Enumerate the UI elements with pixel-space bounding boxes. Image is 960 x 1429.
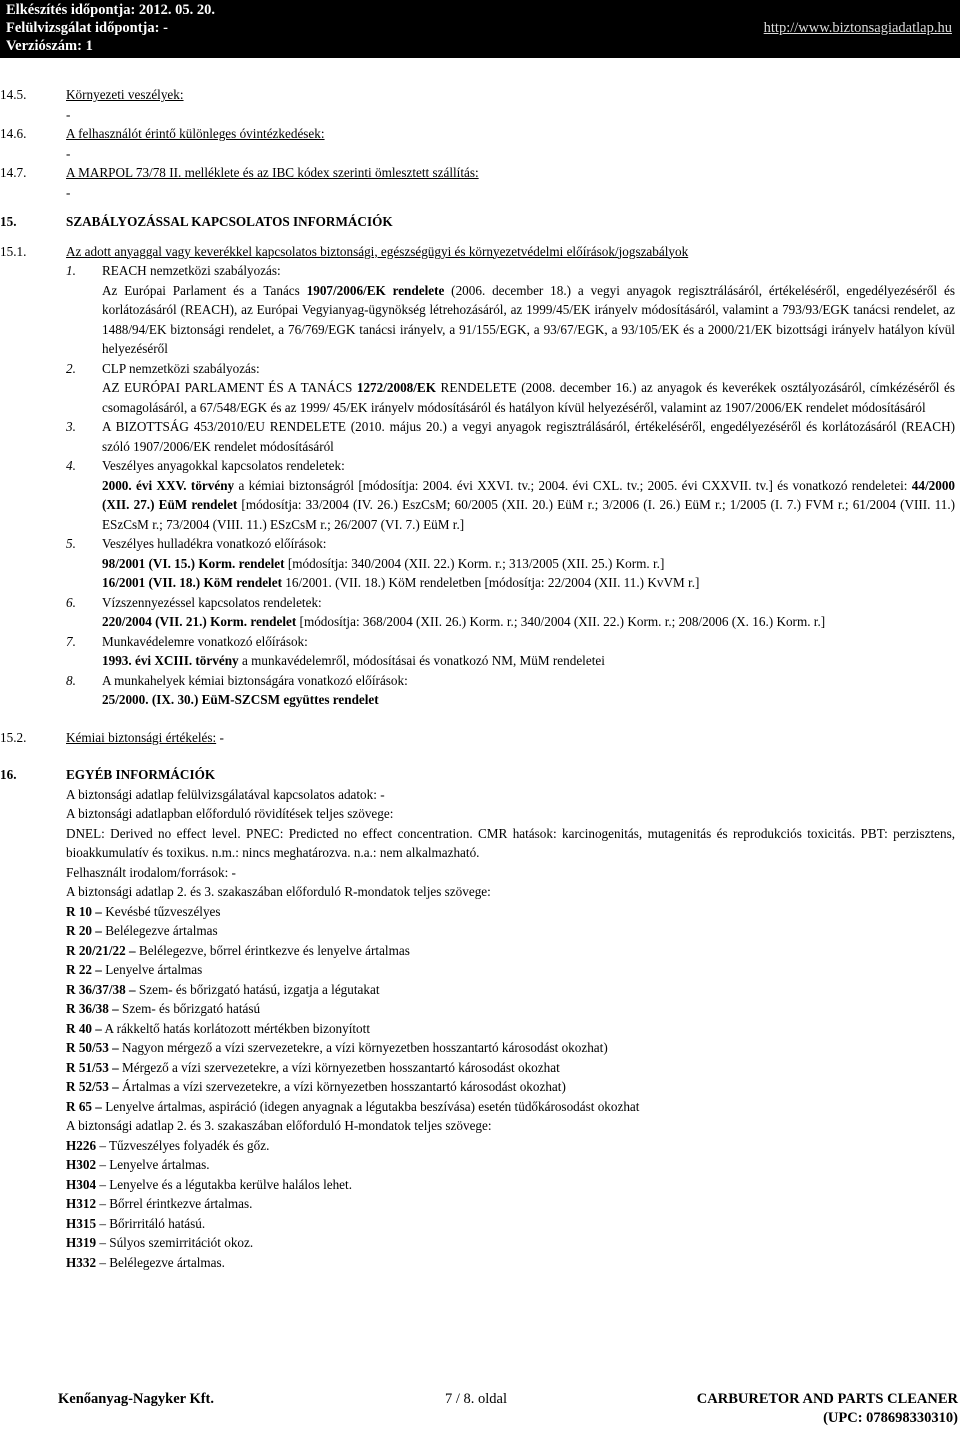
item-title: Munkavédelemre vonatkozó előírások: [102, 633, 308, 649]
phrase-code: H304 [66, 1176, 97, 1192]
phrase-text: A rákkeltő hatás korlátozott mértékben bizonyított [101, 1020, 370, 1036]
section-title: A MARPOL 73/78 II. melléklete és az IBC kódex szerinti ömlesztett szállítás: [66, 165, 479, 180]
item-number: 6. [66, 594, 76, 610]
creation-date: Elkészítés időpontja: 2012. 05. 20. [6, 2, 216, 18]
body-text: [módosítja: 33/2004 (IV. 26.) EszCsM; 60/2005 (XII. 20.) EüM r.; 3/2006 (I. 26.) EüM r.; 1/2005 (I. 7.) FVM r.; 61/2004 (VIII. 11.) ESzCsM r.; 73/2004 (VIII. 11.) ESzCsM r.; 26/2007 (VI. 7.) EüM r.] [102, 497, 956, 532]
h-phrase [66, 1233, 955, 1253]
abbreviations-text: DNEL: Derived no effect level. PNEC: Predicted no effect concentration. CMR hatások: karcinogenitás, mutagenitás és reprodukciós toxicitás. PBT: perzisztens, bioakkumulatív és toxikus. n.m.: nincs meghatározva. n.a.: nem alkalmazható. [66, 825, 955, 860]
info-line: Felhasznált irodalom/források: - [66, 864, 236, 880]
phrase-code: R 36/38 – [66, 1001, 119, 1016]
phrase-text: – Lenyelve és a légutakba kerülve halálos lehet. [96, 1176, 352, 1192]
item-number: 7. [66, 633, 76, 649]
phrase-text: – Bőrirritáló hatású. [96, 1215, 206, 1231]
phrase-code: H226 [66, 1137, 97, 1153]
body-text: a kémiai biztonságról [módosítja: 2004. évi XXVI. tv.; 2004. évi CXL. tv.; 2005. évi CXXVII. tv.] és vonatkozó rendeletei: [234, 477, 912, 493]
section-number: 15.2. [0, 729, 27, 745]
item-number: 3. [66, 419, 76, 434]
item-number: 5. [66, 536, 76, 551]
section-value: - [66, 106, 71, 122]
regulation-item-3 [66, 417, 960, 456]
phrase-text: Ártalmas a vízi szervezetekre, a vízi környezetben hosszantartó károsodást okozhat) [118, 1079, 566, 1094]
phrase-code: H302 [66, 1157, 97, 1172]
body-bold: 1272/2008/EK [356, 380, 436, 395]
body-bold: 220/2004 (VII. 21.) Korm. rendelet [102, 614, 297, 629]
body-text: RENDELETE (2008. december 16.) az anyagok és keverékek osztályozásáról, címkézéséről és csomagolásáról, a 67/548/EGK és az 1999/ 45/EK irányelv módosításáról és hatályon kívül helyezéséről, valamint az 1907/2006/EK rendelet módosításáról [102, 380, 956, 415]
phrase-code: R 52/53 – [66, 1079, 119, 1094]
phrase-text: Belélegezve, bőrrel érintkezve és lenyelve ártalmas [135, 942, 410, 958]
r-phrase [66, 921, 955, 941]
page-number: 7 / 8. oldal [445, 1391, 508, 1407]
regulation-item-5 [66, 534, 960, 554]
body-bold: 2000. évi XXV. [102, 477, 187, 493]
body-text: [módosítja: 340/2004 (XII. 22.) Korm. r.; 313/2005 (XII. 25.) Korm. r.] [284, 555, 665, 571]
r-phrase [66, 1097, 955, 1117]
item-title: A BIZOTTSÁG 453/2010/EU RENDELETE (2010. május 20.) a vegyi anyagok regisztrálásáról, értékeléséről, engedélyezéséről és korlátozásáról (REACH) szóló 1907/2006/EK rendelet módosításáról [102, 419, 955, 454]
h-phrase [66, 1253, 955, 1273]
item-title: Veszélyes anyagokkal kapcsolatos rendeletek: [102, 458, 345, 473]
body-text: (2006. december 18.) a vegyi anyagok regisztrálásáról, értékeléséről, engedélyezéséről és korlátozásáról (REACH), az Európai Vegyianyag-ügynökség létrehozásáról, az 1999/45/EK irányelv módosításáról, valamint a 793/93/EGK tanácsi rendelet, az 1488/94/EK biztonsági rendelet, a 76/769/EGK tanácsi irányelv, a 91/155/EGK, a 93/67/EGK, a 93/105/EK és a 2000/21/EK bizottsági irányelv hatályon kívül helyezéséről [102, 282, 955, 356]
product-upc: (UPC: 078698330310) [823, 1410, 958, 1426]
phrase-code: R 22 – [66, 962, 102, 977]
phrase-code: R 20 – [66, 923, 102, 938]
h-phrase [66, 1175, 955, 1195]
r-phrase [66, 1058, 955, 1078]
item-body [102, 281, 960, 359]
phrase-text: Szem- és bőrizgató hatású [118, 1001, 261, 1016]
r-phrase [66, 999, 955, 1019]
r-phrase [66, 1077, 955, 1097]
phrase-code: H315 [66, 1215, 97, 1231]
revision-date: Felülvizsgálat időpontja: - [6, 20, 168, 36]
item-title: A munkahelyek kémiai biztonságára vonatkozó előírások: [102, 672, 408, 688]
section-value: - [216, 729, 224, 745]
item-number: 2. [66, 360, 76, 376]
phrase-text: Szem- és bőrizgató hatású, izgatja a légutakat [135, 981, 380, 997]
h-phrase [66, 1214, 955, 1234]
phrase-text: – Tűzveszélyes folyadék és gőz. [96, 1137, 270, 1153]
item-title: Veszélyes hulladékra vonatkozó előírások: [102, 536, 327, 551]
item-body [102, 612, 960, 632]
info-line: A biztonsági adatlap 2. és 3. szakaszában előforduló R-mondatok teljes szövege: [66, 884, 491, 899]
section-15-2 [0, 728, 960, 748]
regulation-item-1 [66, 261, 960, 281]
website-link[interactable]: http://www.biztonsagiadatlap.hu [763, 20, 952, 36]
phrase-code: H332 [66, 1254, 97, 1270]
item-title: CLP nemzetközi szabályozás: [102, 360, 260, 376]
r-phrase [66, 941, 955, 961]
phrase-code: H319 [66, 1235, 97, 1250]
section-number: 14.5. [0, 87, 27, 102]
info-line: A biztonsági adatlap felülvizsgálatával kapcsolatos adatok: - [66, 786, 385, 802]
body-text: 16/2001. (VII. 18.) KöM rendeletben [módosítja: 22/2004 (XII. 11.) KvVM r.] [281, 575, 700, 590]
body-bold: 16/2001 (VII. 18.) KöM rendelet [102, 575, 282, 590]
r-phrase [66, 1038, 955, 1058]
body-bold: 25/2000. (IX. 30.) EüM-SZCSM együttes rendelet [102, 692, 379, 707]
item-title: Vízszennyezéssel kapcsolatos rendeletek: [102, 594, 322, 610]
document-header [0, 0, 960, 58]
other-information [66, 785, 960, 1273]
section-14-5 [0, 85, 960, 105]
phrase-code: R 65 – [66, 1098, 102, 1114]
version-number: Verziószám: 1 [6, 38, 93, 54]
phrase-text: Lenyelve ártalmas [101, 962, 203, 977]
phrase-text: Kevésbé tűzveszélyes [101, 903, 221, 919]
section-title: A felhasználót érintő különleges óvintézkedések: [66, 126, 325, 141]
regulation-item-7 [66, 632, 960, 652]
item-body [102, 554, 960, 574]
header-info [6, 1, 215, 55]
section-14-6 [0, 124, 960, 144]
body-bold: 1907/2006/EK rendelete [306, 282, 445, 298]
phrase-text: Belélegezve ártalmas [101, 923, 218, 938]
section-16 [0, 765, 960, 785]
section-title: Az adott anyaggal vagy keverékkel kapcsolatos biztonsági, egészségügyi és környezetvédelmi előírások/jogszabályok [66, 243, 689, 259]
section-15 [0, 212, 960, 232]
body-text: Az Európai Parlament és a Tanács [102, 282, 307, 298]
regulation-item-4 [66, 456, 960, 476]
item-body [102, 573, 960, 593]
h-phrase-list [66, 1136, 955, 1273]
section-15-1 [0, 242, 960, 262]
phrase-text: Lenyelve ártalmas, aspiráció (idegen anyagnak a légutakba beszívása) esetén tüdőkárosodást okozhat [101, 1098, 640, 1114]
info-line: A biztonsági adatlapban előforduló rövidítések teljes szövege: [66, 806, 394, 821]
document-body [0, 85, 960, 1272]
regulation-item-6 [66, 593, 960, 613]
body-text: [módosítja: 368/2004 (XII. 26.) Korm. r.; 340/2004 (XII. 22.) Korm. r.; 208/2006 (X. 16.) Korm. r.] [296, 614, 826, 629]
phrase-code: R 36/37/38 – [66, 981, 136, 997]
r-phrase [66, 980, 955, 1000]
phrase-text: – Bőrrel érintkezve ártalmas. [96, 1196, 253, 1211]
body-bold: 98/2001 (VI. 15.) Korm. rendelet [102, 555, 285, 571]
item-number: 1. [66, 263, 76, 278]
section-value: - [66, 145, 71, 161]
regulation-item-2 [66, 359, 960, 379]
r-phrase [66, 960, 955, 980]
item-title: REACH nemzetközi szabályozás: [102, 263, 281, 278]
phrase-code: R 20/21/22 – [66, 942, 136, 958]
item-number: 8. [66, 672, 76, 688]
product-name: CARBURETOR AND PARTS CLEANER [696, 1391, 958, 1407]
item-number: 4. [66, 458, 76, 473]
section-value: - [66, 184, 71, 200]
section-number: 16. [0, 767, 17, 782]
r-phrase [66, 1019, 955, 1039]
r-phrase [66, 902, 955, 922]
company-name: Kenőanyag-Nagyker Kft. [58, 1391, 215, 1407]
item-body [102, 378, 960, 417]
section-title: EGYÉB INFORMÁCIÓK [66, 767, 216, 782]
section-title: SZABÁLYOZÁSSAL KAPCSOLATOS INFORMÁCIÓK [66, 214, 393, 229]
phrase-text: – Súlyos szemirritációt okoz. [96, 1235, 254, 1250]
body-bold: 44/2000 (XII. 27.) EüM rendelet [102, 477, 956, 512]
section-number: 15.1. [0, 243, 27, 259]
body-bold: 1993. évi XCIII. törvény [102, 653, 239, 668]
h-phrase [66, 1155, 955, 1175]
phrase-text: Nagyon mérgező a vízi szervezetekre, a vízi környezetben hosszantartó károsodást okozhat) [118, 1040, 608, 1055]
phrase-code: R 51/53 – [66, 1059, 119, 1075]
section-title: Kémiai biztonsági értékelés: [66, 729, 217, 745]
item-body [102, 690, 960, 710]
phrase-code: R 40 – [66, 1020, 102, 1036]
info-line: A biztonsági adatlap 2. és 3. szakaszában előforduló H-mondatok teljes szövege: [66, 1118, 492, 1133]
h-phrase [66, 1194, 955, 1214]
r-phrase-list [66, 902, 955, 1117]
phrase-text: Mérgező a vízi szervezetekre, a vízi környezetben hosszantartó károsodást okozhat [118, 1059, 560, 1075]
section-title: Környezeti veszélyek: [66, 87, 184, 102]
phrase-code: R 50/53 – [66, 1040, 119, 1055]
phrase-code: H312 [66, 1196, 97, 1211]
regulation-item-8 [66, 671, 960, 691]
h-phrase [66, 1136, 955, 1156]
body-text: AZ EURÓPAI PARLAMENT ÉS A TANÁCS [102, 380, 357, 395]
section-14-7 [0, 163, 960, 183]
item-body [102, 651, 960, 671]
section-number: 15. [0, 214, 17, 229]
section-number: 14.7. [0, 165, 27, 180]
phrase-text: – Belélegezve ártalmas. [96, 1254, 225, 1270]
body-text: a munkavédelemről, módosításai és vonatkozó NM, MüM rendeletei [238, 653, 605, 668]
body-bold: törvény [186, 477, 235, 493]
product-info [697, 1390, 958, 1428]
phrase-text: – Lenyelve ártalmas. [96, 1157, 210, 1172]
phrase-code: R 10 – [66, 903, 102, 919]
section-number: 14.6. [0, 126, 27, 141]
item-body [102, 476, 960, 535]
